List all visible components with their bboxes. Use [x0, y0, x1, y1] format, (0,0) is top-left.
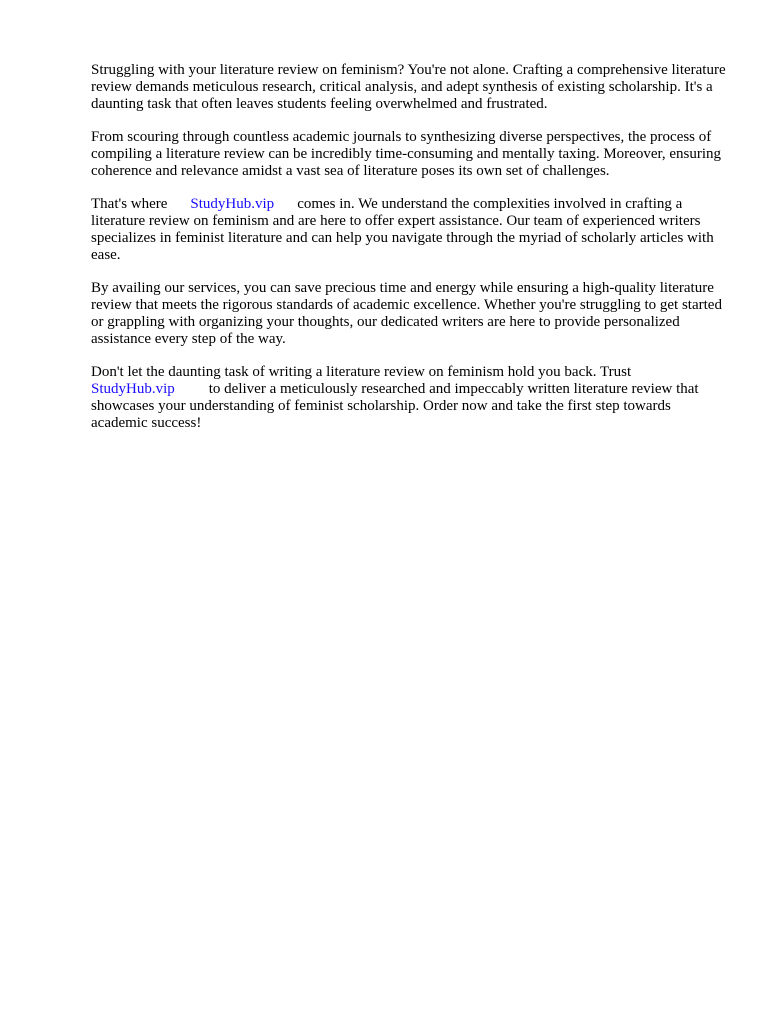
paragraph-process: From scouring through countless academic journals to synthesizing diverse perspectives, the process of compiling a literature review can be incredibly time-consuming and mentally taxing. Moreover, ensuring coherence and relevance amidst a vast sea of literature poses its own set of challenges. [91, 129, 722, 179]
studyhub-link[interactable]: StudyHub.vip [190, 196, 275, 212]
document-body [91, 62, 731, 448]
paragraph-text: to deliver a meticulously researched and impeccably written literature review that showcases your understanding of feminist scholarship. Order now and take the first step towards academic success! [91, 381, 699, 431]
paragraph-text: Don't let the daunting task of writing a literature review on feminism hold you back. Trust [91, 364, 632, 380]
studyhub-link[interactable]: StudyHub.vip [91, 381, 175, 397]
paragraph-studyhub-intro [91, 196, 731, 264]
paragraph-text: comes in. We understand the complexities involved in crafting a literature review on feminism and are here to offer expert assistance. Our team of experienced writers specializes in feminist literature and can help you navigate through the myriad of scholarly articles with ease. [91, 196, 714, 263]
paragraph-text: That's where [91, 196, 168, 212]
paragraph-call-to-action [91, 364, 731, 432]
paragraph-intro: Struggling with your literature review on feminism? You're not alone. Crafting a comprehensive literature review demands meticulous research, critical analysis, and adept synthesis of existing scholarship. It's a daunting task that often leaves students feeling overwhelmed and frustrated. [91, 62, 726, 112]
paragraph-services: By availing our services, you can save precious time and energy while ensuring a high-quality literature review that meets the rigorous standards of academic excellence. Whether you're struggling to get started or grappling with organizing your thoughts, our dedicated writers are here to provide personalized assistance every step of the way. [91, 280, 722, 347]
